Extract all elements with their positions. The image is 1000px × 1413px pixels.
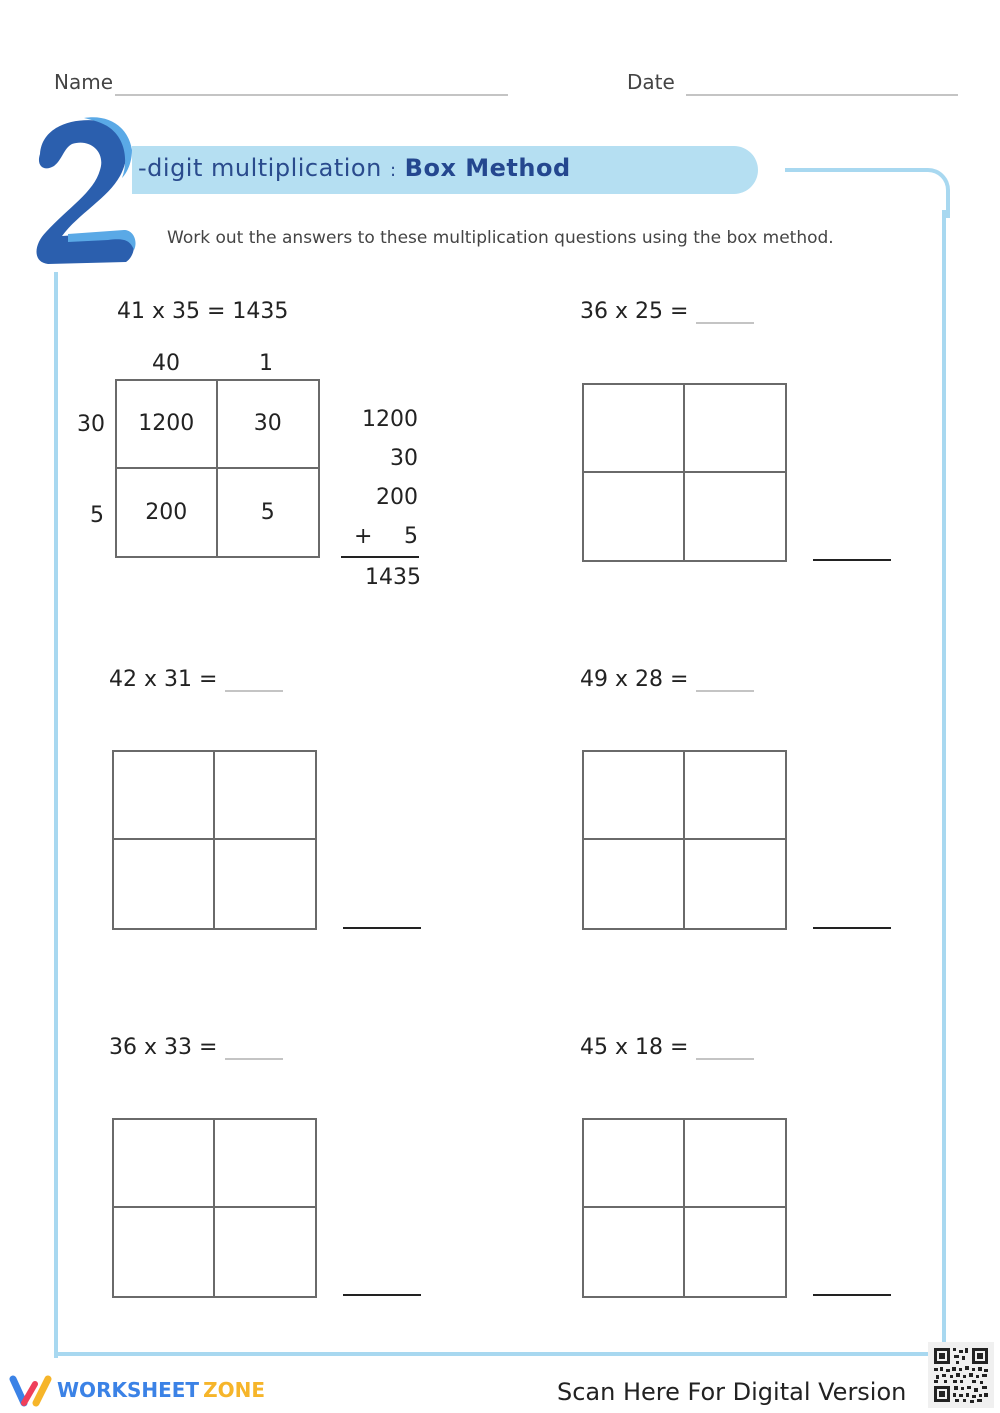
- problem-3-answer-line[interactable]: [813, 927, 891, 929]
- box-cell[interactable]: [685, 1120, 786, 1208]
- box-cell: 1200: [117, 381, 218, 469]
- instructions-text: Work out the answers to these multiplication questions using the box method.: [167, 228, 834, 248]
- sum-divider: [341, 556, 419, 558]
- box-cell[interactable]: [114, 752, 215, 840]
- brand-name[interactable]: [57, 1378, 265, 1402]
- problem-2-equation: [109, 667, 283, 692]
- box-cell[interactable]: [685, 840, 786, 928]
- box-cell[interactable]: [685, 473, 786, 561]
- example-equation: 41 x 35 = 1435: [117, 299, 289, 324]
- equation-text: 42 x 31 =: [109, 667, 218, 692]
- example-total: 1435: [365, 565, 421, 590]
- scan-text: Scan Here For Digital Version: [557, 1378, 907, 1406]
- problem-4-box-grid[interactable]: [112, 1118, 317, 1298]
- plus-sign: +: [354, 524, 373, 549]
- col-header-ones: 1: [259, 351, 273, 376]
- problem-4-equation: [109, 1035, 283, 1060]
- col-header-tens: 40: [152, 351, 180, 376]
- frame-right-border: [942, 210, 946, 1356]
- equation-text: 45 x 18 =: [580, 1035, 689, 1060]
- sum-line-last: [338, 517, 418, 556]
- brand-part2: ZONE: [203, 1378, 265, 1402]
- title-prefix: -digit multiplication: [138, 154, 382, 182]
- box-cell[interactable]: [114, 840, 215, 928]
- box-cell[interactable]: [584, 473, 685, 561]
- box-cell[interactable]: [215, 840, 316, 928]
- box-cell[interactable]: [584, 752, 685, 840]
- title-method: Box Method: [404, 154, 571, 182]
- box-cell[interactable]: [584, 1120, 685, 1208]
- problem-2-answer-line[interactable]: [343, 927, 421, 929]
- equation-text: 36 x 25 =: [580, 299, 689, 324]
- box-cell[interactable]: [685, 1208, 786, 1296]
- date-field[interactable]: [686, 94, 958, 96]
- worksheet-zone-logo-icon: [8, 1374, 52, 1408]
- box-cell: 5: [260, 499, 275, 525]
- digit-two-icon: [28, 114, 140, 266]
- box-cell[interactable]: [215, 752, 316, 840]
- box-cell[interactable]: [114, 1208, 215, 1296]
- sum-line: 5: [404, 524, 418, 549]
- qr-code-icon[interactable]: [928, 1342, 994, 1408]
- problem-5-answer-line[interactable]: [813, 1294, 891, 1296]
- answer-blank[interactable]: [225, 690, 283, 692]
- problem-1-equation: [580, 299, 754, 324]
- frame-top-border: [785, 168, 905, 172]
- box-cell: 30: [218, 381, 319, 469]
- answer-blank[interactable]: [696, 322, 754, 324]
- box-cell[interactable]: [584, 1208, 685, 1296]
- box-cell[interactable]: [584, 840, 685, 928]
- example-box-grid: [115, 379, 320, 558]
- sum-line: 30: [390, 446, 418, 471]
- box-cell[interactable]: [685, 752, 786, 840]
- box-cell[interactable]: [685, 385, 786, 473]
- problem-5-box-grid[interactable]: [582, 1118, 787, 1298]
- answer-blank[interactable]: [696, 1058, 754, 1060]
- sum-line: 200: [376, 485, 418, 510]
- page-title: [138, 154, 571, 182]
- problem-2-box-grid[interactable]: [112, 750, 317, 930]
- answer-blank[interactable]: [225, 1058, 283, 1060]
- problem-1-answer-line[interactable]: [813, 559, 891, 561]
- problem-3-equation: [580, 667, 754, 692]
- equation-text: 49 x 28 =: [580, 667, 689, 692]
- example-sum-column: [338, 400, 418, 556]
- equation-text: 36 x 33 =: [109, 1035, 218, 1060]
- answer-blank[interactable]: [696, 690, 754, 692]
- name-label: Name: [54, 70, 114, 94]
- box-cell[interactable]: [215, 1208, 316, 1296]
- problem-4-answer-line[interactable]: [343, 1294, 421, 1296]
- frame-bottom-border: [54, 1352, 950, 1356]
- row-header-ones: 5: [90, 503, 104, 528]
- brand-part1: WORKSHEET: [57, 1378, 200, 1402]
- box-cell[interactable]: [215, 1120, 316, 1208]
- date-label: Date: [627, 70, 675, 94]
- box-cell[interactable]: [114, 1120, 215, 1208]
- title-separator: :: [389, 160, 397, 181]
- problem-3-box-grid[interactable]: [582, 750, 787, 930]
- problem-5-equation: [580, 1035, 754, 1060]
- problem-1-box-grid[interactable]: [582, 383, 787, 562]
- sum-line: 1200: [362, 407, 418, 432]
- name-field[interactable]: [115, 94, 508, 96]
- row-header-tens: 30: [77, 412, 105, 437]
- frame-left-border: [54, 272, 58, 1358]
- box-cell[interactable]: [584, 385, 685, 473]
- box-cell: 200: [117, 469, 218, 557]
